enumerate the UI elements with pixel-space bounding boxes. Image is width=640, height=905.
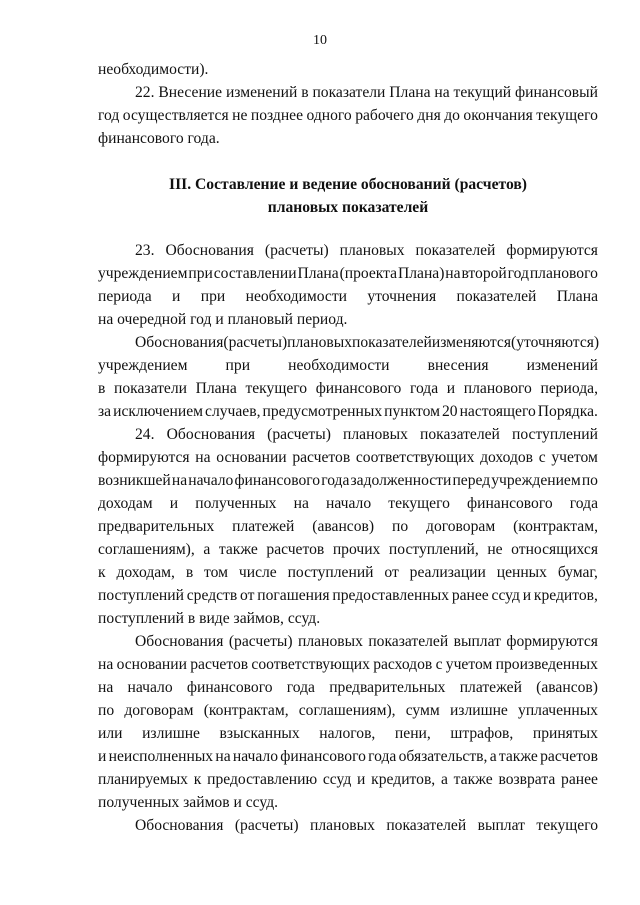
text-line: учреждением при необходимости внесения изменений [98,357,598,374]
text-line: на основании расчетов соответствующих расходов с учетом произведенных [98,656,598,673]
section-heading-line-2: плановых показателей [267,199,429,216]
section-heading-line-1: III. Составление и ведение обоснований (расчетов) [169,176,527,193]
text-line: и неисполненных на начало финансового года обязательств, а также расчетов [98,748,598,765]
text-line: в показатели Плана текущего финансового года и планового периода, [98,380,598,397]
text-line: к доходам, в том числе поступлений от реализации ценных бумаг, [98,564,598,581]
text-line: возникшей на начало финансового года задолженности перед учреждением по [98,472,598,489]
text-line: 24. Обоснования (расчеты) плановых показателей поступлений [135,426,598,443]
text-line: Обоснования (расчеты) плановых показателей выплат текущего [135,817,598,834]
page-number: 10 [313,33,327,48]
text-line: периода и при необходимости уточнения показателей Плана [98,288,598,305]
text-line: по договорам (контрактам, соглашениям), сумм излишне уплаченных [98,702,598,719]
text-line: или излишне взысканных налогов, пени, штрафов, принятых [98,725,598,742]
text-line: поступлений в виде займов, ссуд. [98,610,321,627]
text-line: год осуществляется не позднее одного рабочего дня до окончания текущего [98,107,598,124]
text-line: Обоснования (расчеты) плановых показателей выплат формируются [135,633,598,650]
text-line: за исключением случаев, предусмотренных пунктом 20 настоящего Порядка. [98,403,598,420]
text-line: на очередной год и плановый период. [98,311,348,328]
text-line: Обоснования (расчеты) плановых показателей изменяются (уточняются) [135,334,600,351]
text-line: 22. Внесение изменений в показатели Плана на текущий финансовый [135,84,598,101]
text-line: доходам и полученных на начало текущего финансового года [98,495,598,512]
text-line: предварительных платежей (авансов) по договорам (контрактам, [98,518,598,535]
text-line: полученных займов и ссуд. [98,794,279,811]
text-line: финансового года. [98,130,220,147]
text-line: 23. Обоснования (расчеты) плановых показателей формируются [135,242,598,259]
text-line: на начало финансового года предварительных платежей (авансов) [98,679,598,696]
text-line: необходимости). [98,61,209,78]
text-line: формируются на основании расчетов соответствующих доходов с учетом [98,449,598,466]
text-line: планируемых к предоставлению ссуд и кредитов, а также возврата ранее [98,771,598,788]
text-line: учреждением при составлении Плана (проекта Плана) на второй год планового [98,265,598,282]
text-line: соглашениям), а также расчетов прочих поступлений, не относящихся [98,541,598,558]
text-line: поступлений средств от погашения предоставленных ранее ссуд и кредитов, [98,587,598,604]
